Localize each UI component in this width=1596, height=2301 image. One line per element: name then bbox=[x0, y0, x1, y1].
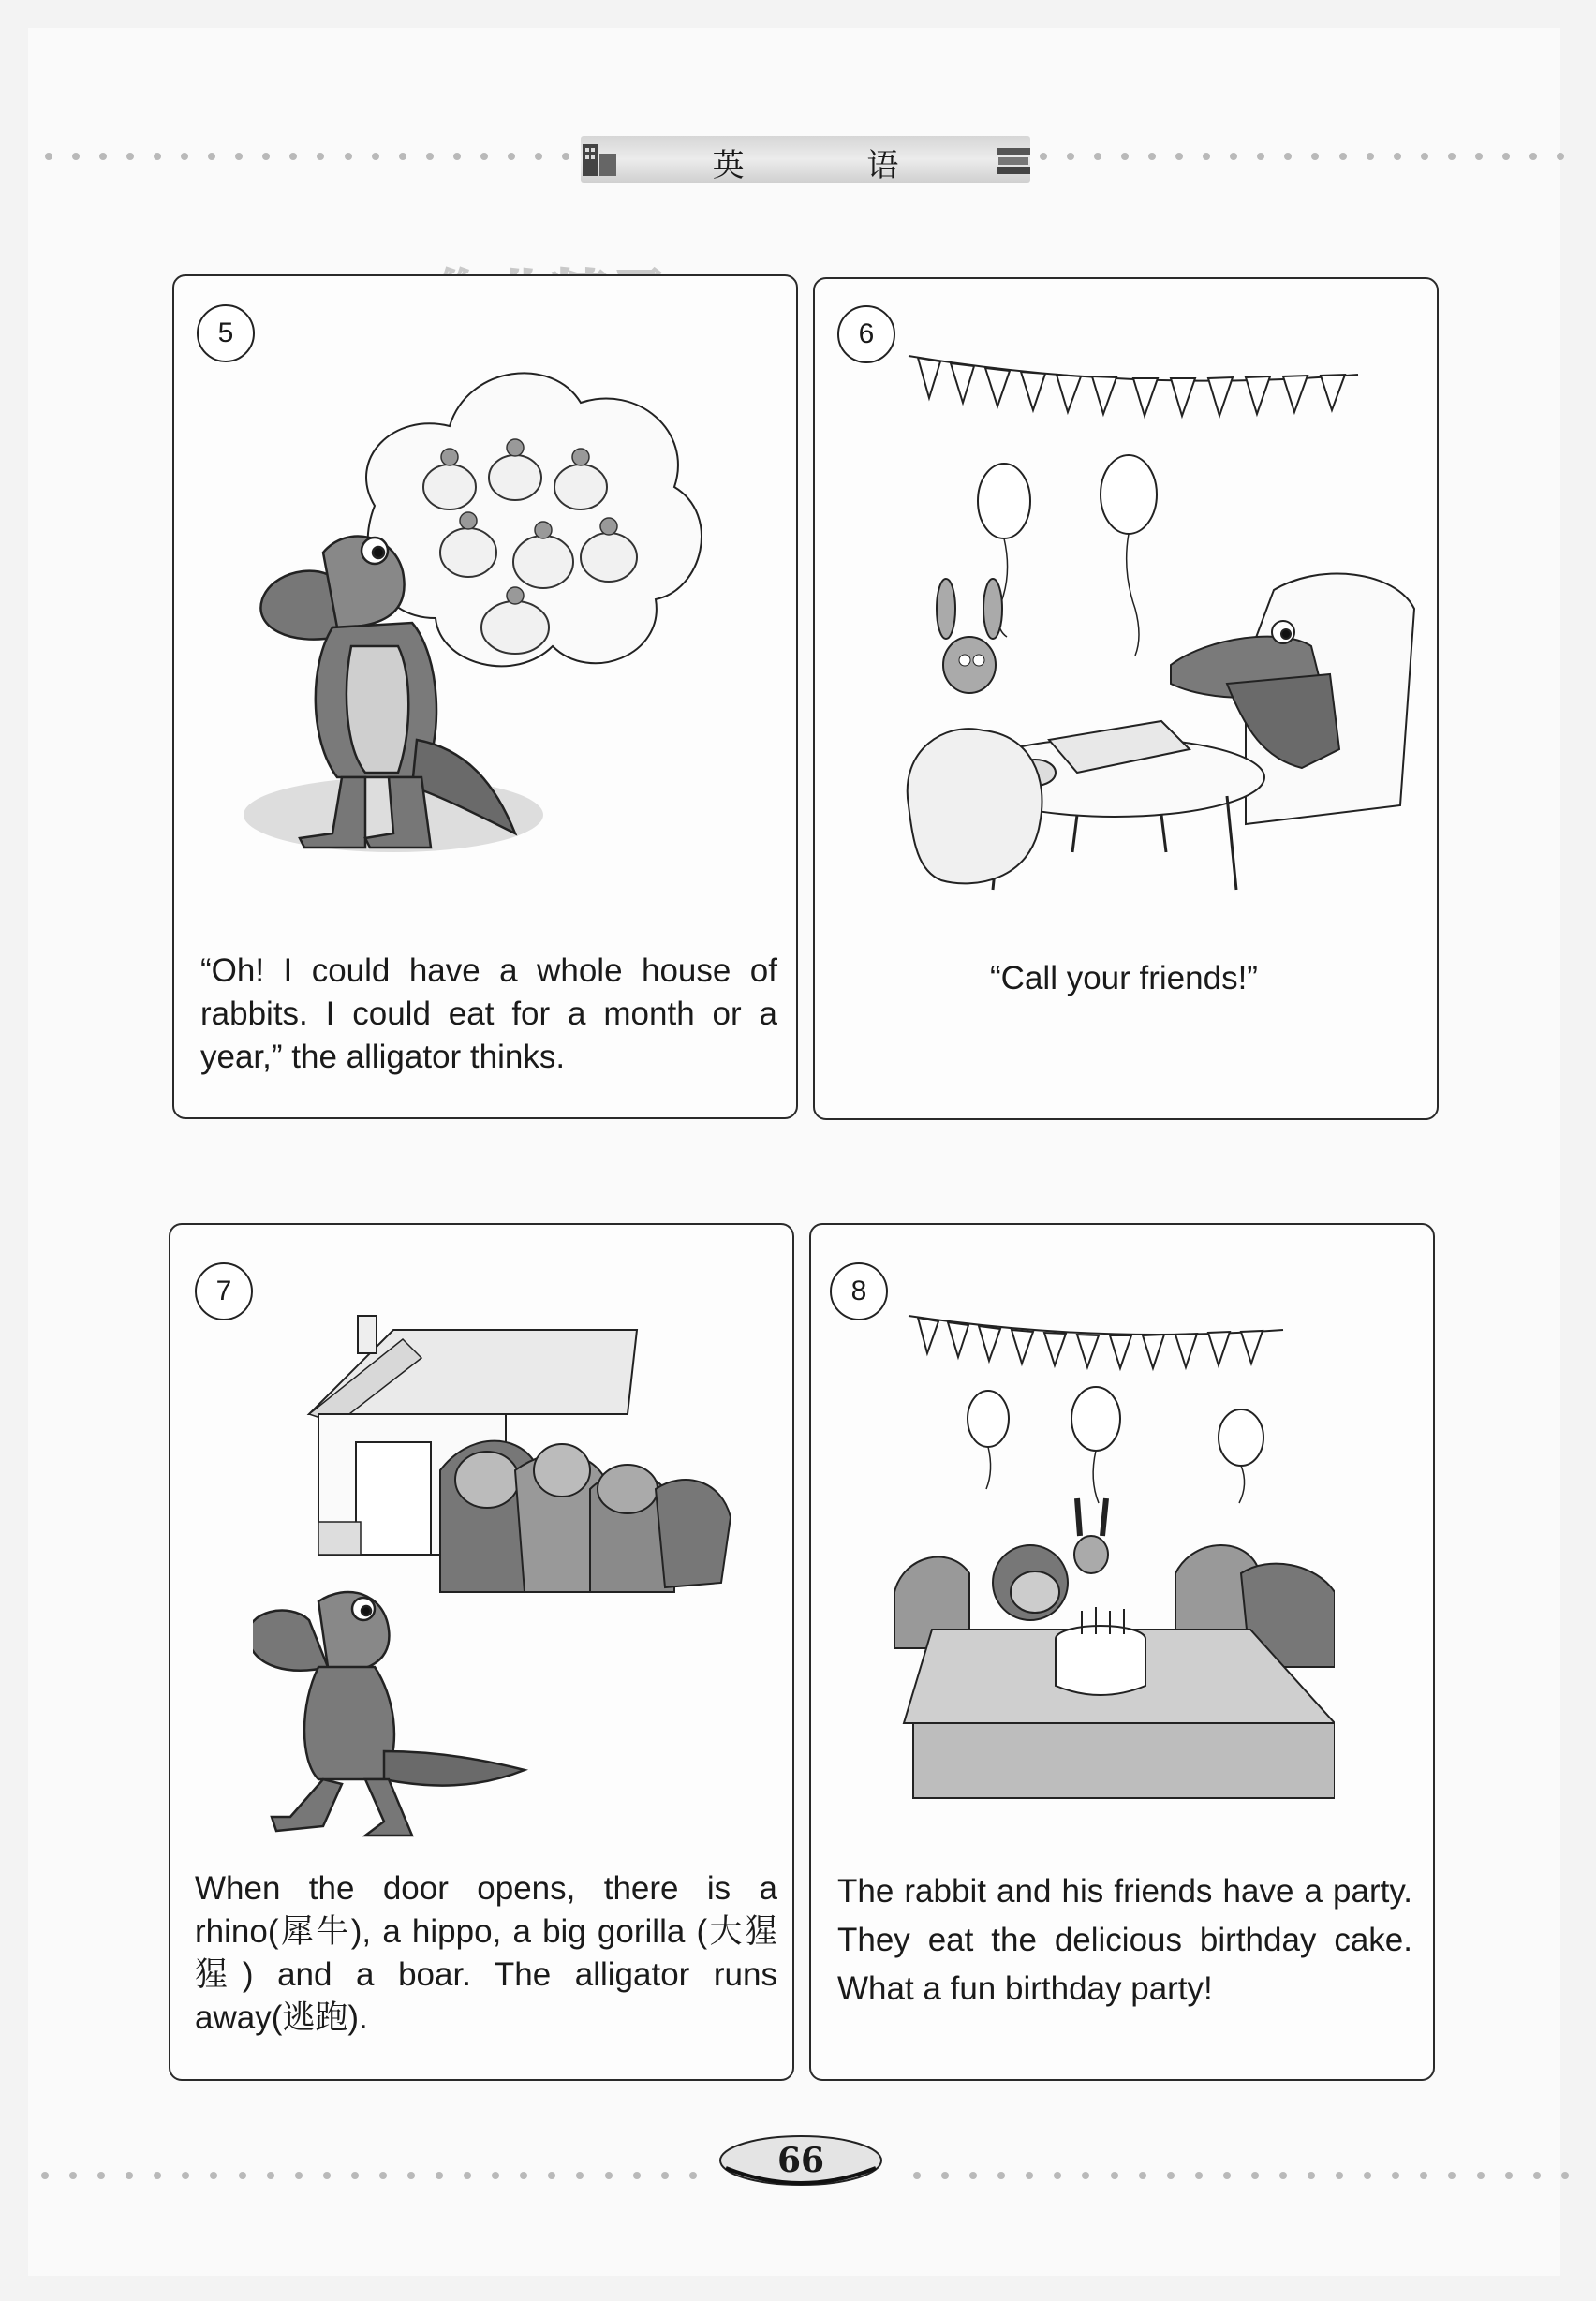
bunting-icon bbox=[899, 1297, 1293, 1400]
alligator-thinking-illustration bbox=[234, 347, 740, 871]
page-number: 66 bbox=[776, 2141, 825, 2180]
subject-title: 英 语 bbox=[712, 147, 955, 184]
subject-banner bbox=[581, 136, 1030, 183]
panel-number: 5 bbox=[197, 304, 255, 362]
panel-caption: The rabbit and his friends have a party. They eat the delicious birthday cake. What a fun birthday party! bbox=[837, 1873, 1412, 2007]
page-number-badge bbox=[717, 2131, 885, 2190]
panel-number: 6 bbox=[837, 305, 895, 363]
bunting-icon bbox=[899, 337, 1367, 450]
footer-dots-left bbox=[41, 2169, 697, 2182]
panel-number: 8 bbox=[830, 1262, 888, 1320]
birthday-party-illustration bbox=[894, 1386, 1335, 1807]
party-phone-scene-illustration bbox=[890, 450, 1433, 937]
panel-caption: When the door opens, there is a rhino(犀牛), a hippo, a big gorilla (大猩猩) and a boar. The alligator runs away(逃跑). bbox=[195, 1870, 777, 2036]
building-icon bbox=[581, 139, 618, 178]
house-animals-illustration bbox=[253, 1311, 759, 1854]
header-dots-left bbox=[45, 150, 569, 163]
panel-number: 7 bbox=[195, 1262, 253, 1320]
header-dots-right bbox=[1040, 150, 1564, 163]
panel-caption: “Call your friends!” bbox=[990, 960, 1258, 996]
books-icon bbox=[995, 139, 1032, 178]
panel-caption: “Oh! I could have a whole house of rabbits. I could eat for a month or a year,” the alligator thinks. bbox=[200, 952, 777, 1075]
footer-dots-right bbox=[913, 2169, 1569, 2182]
